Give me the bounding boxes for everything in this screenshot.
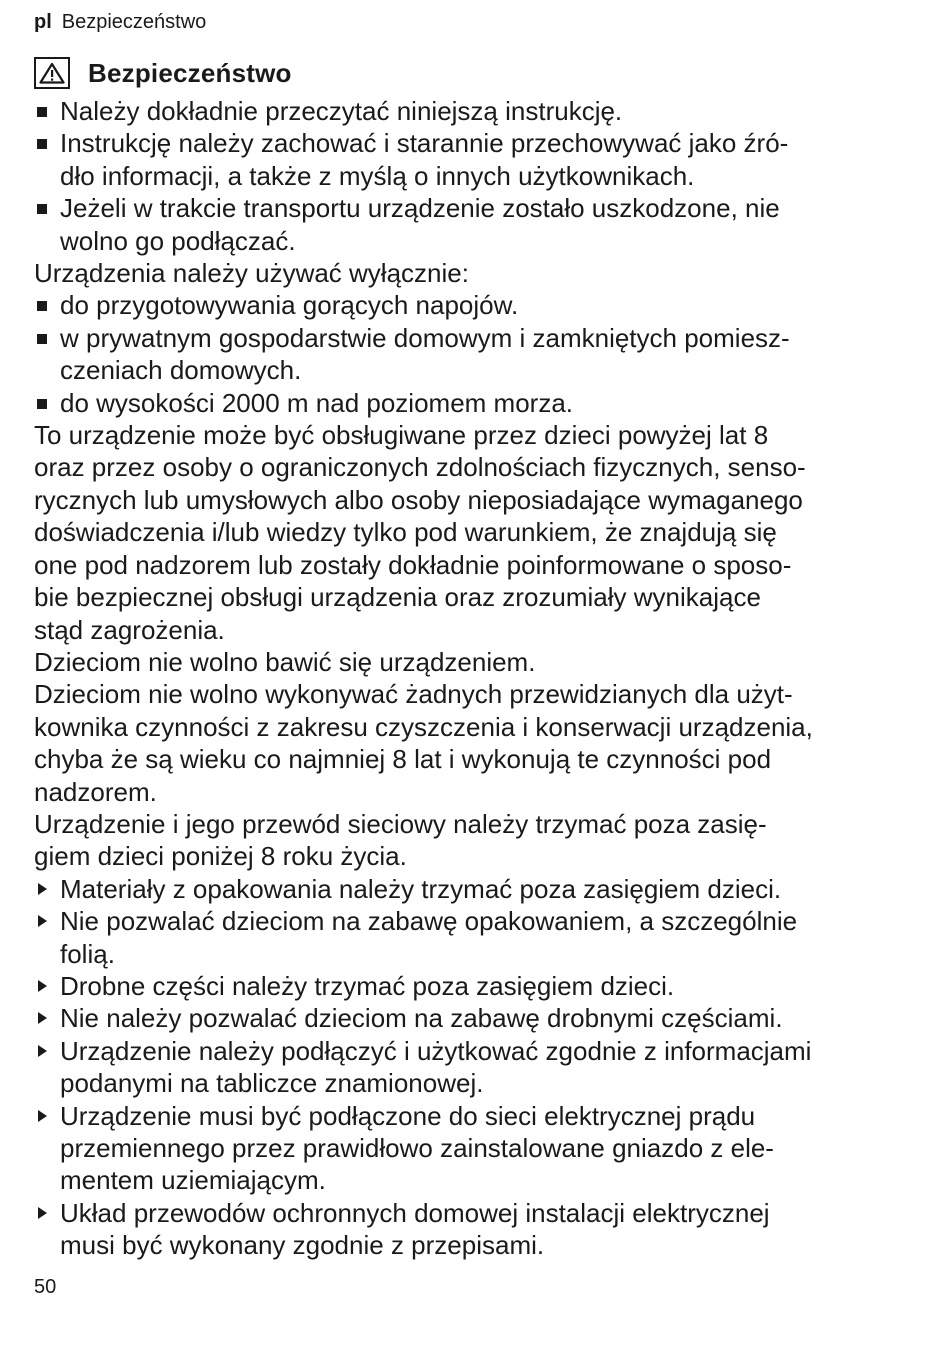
action-bullet-item (34, 1100, 914, 1197)
text-line: Instrukcję należy zachować i starannie przechowywać jako źró- (60, 128, 789, 159)
usage-bullet-item-text (60, 322, 914, 387)
intro-bullet-item (34, 192, 914, 257)
text-line: w prywatnym gospodarstwie domowym i zamkniętych pomiesz- (60, 322, 790, 353)
running-header-section: Bezpieczeństwo (61, 11, 207, 33)
text-line: Dzieciom nie wolno wykonywać żadnych przewidzianych dla użyt- (34, 679, 793, 710)
text-line: Materiały z opakowania należy trzymać poza zasięgiem dzieci. (60, 873, 782, 904)
usage-bullet-item (34, 289, 914, 321)
text-line: Nie pozwalać dzieciom na zabawę opakowaniem, a szczególnie (60, 906, 798, 937)
triangle-bullet-icon (34, 1100, 60, 1197)
text-line: Należy dokładnie przeczytać niniejszą instrukcję. (60, 96, 623, 126)
action-bullet-item (34, 1197, 914, 1262)
text-line: musi być wykonany zgodnie z przepisami. (60, 1230, 545, 1261)
document-body (34, 55, 914, 1262)
text-line: Urządzenie należy podłączyć i użytkować zgodnie z informacjami (60, 1035, 812, 1066)
triangle-bullet-icon (34, 1002, 60, 1034)
square-bullet-icon (34, 322, 60, 387)
action-bullet-item-text (60, 873, 914, 905)
text-line: Drobne części należy trzymać poza zasięgiem dzieci. (60, 970, 675, 1001)
text-line: podanymi na tabliczce znamionowej. (60, 1068, 484, 1099)
text-line: mentem uziemiającym. (60, 1165, 326, 1196)
text-line: Układ przewodów ochronnych domowej instalacji elektrycznej (60, 1197, 770, 1228)
triangle-bullet-icon (34, 970, 60, 1002)
triangle-bullet-icon (34, 1197, 60, 1262)
triangle-bullet-icon (34, 873, 60, 905)
action-bullet-list (34, 873, 914, 1262)
text-line: czeniach domowych. (60, 355, 302, 386)
text-line: kownika czynności z zakresu czyszczenia i konserwacji urządzenia, (34, 711, 813, 742)
paragraph-power-cord (34, 808, 914, 873)
intro-bullet-item (34, 95, 914, 127)
usage-bullet-item-text (60, 387, 914, 419)
usage-bullet-item-text (60, 289, 914, 321)
text-line: przemiennego przez prawidłowo zainstalowane gniazdo z ele- (60, 1133, 774, 1163)
section-heading (34, 55, 914, 91)
text-line: Dzieciom nie wolno bawić się urządzeniem. (34, 646, 536, 677)
paragraph-children-supervision (34, 419, 914, 646)
usage-bullet-item (34, 322, 914, 387)
warning-triangle-icon (34, 57, 70, 89)
paragraph-cleaning (34, 678, 914, 808)
action-bullet-item-text (60, 1035, 914, 1100)
action-bullet-item-text (60, 905, 914, 970)
text-line: Nie należy pozwalać dzieciom na zabawę drobnymi częściami. (60, 1003, 783, 1034)
paragraph-no-play (34, 646, 914, 678)
text-line: bie bezpiecznej obsługi urządzenia oraz zrozumiały wynikające (34, 582, 761, 613)
action-bullet-item (34, 970, 914, 1002)
intro-bullet-item-text (60, 192, 914, 257)
square-bullet-icon (34, 192, 60, 257)
triangle-bullet-icon (34, 905, 60, 970)
page-number: 50 (34, 1276, 57, 1298)
action-bullet-item (34, 1002, 914, 1034)
text-line: chyba że są wieku co najmniej 8 lat i wykonują te czynności pod (34, 744, 772, 775)
text-line: nadzorem. (34, 776, 157, 807)
text-line: rycznych lub umysłowych albo osoby nieposiadające wymaganego (34, 484, 803, 515)
action-bullet-item-text (60, 1197, 914, 1262)
intro-bullet-item-text (60, 127, 914, 192)
action-bullet-item-text (60, 970, 914, 1002)
action-bullet-item (34, 1035, 914, 1100)
triangle-bullet-icon (34, 1035, 60, 1100)
running-header (34, 10, 206, 34)
text-line: dło informacji, a także z myślą o innych użytkownikach. (60, 160, 695, 191)
square-bullet-icon (34, 95, 60, 127)
intro-bullet-item-text (60, 95, 914, 127)
text-line: Urządzenie musi być podłączone do sieci elektrycznej prądu (60, 1100, 756, 1131)
text-line: oraz przez osoby o ograniczonych zdolnościach fizycznych, senso- (34, 452, 806, 483)
language-code: pl (34, 11, 52, 33)
usage-bullet-list (34, 289, 914, 419)
text-line: doświadczenia i/lub wiedzy tylko pod warunkiem, że znajdują się (34, 517, 777, 548)
square-bullet-icon (34, 387, 60, 419)
square-bullet-icon (34, 127, 60, 192)
intro-bullet-list (34, 95, 914, 257)
text-line: Jeżeli w trakcie transportu urządzenie zostało uszkodzone, nie (60, 193, 780, 224)
text-line: stąd zagrożenia. (34, 614, 225, 645)
square-bullet-icon (34, 289, 60, 321)
section-title: Bezpieczeństwo (88, 57, 292, 88)
text-line: do wysokości 2000 m nad poziomem morza. (60, 387, 574, 418)
text-line: To urządzenie może być obsługiwane przez dzieci powyżej lat 8 (34, 420, 769, 451)
usage-intro: Urządzenia należy używać wyłącznie: (34, 258, 469, 289)
text-line: Urządzenie i jego przewód sieciowy należy trzymać poza zasię- (34, 808, 767, 839)
usage-bullet-item (34, 387, 914, 419)
intro-bullet-item (34, 127, 914, 192)
text-line: one pod nadzorem lub zostały dokładnie poinformowane o sposo- (34, 549, 792, 580)
text-line: do przygotowywania gorących napojów. (60, 290, 519, 321)
action-bullet-item (34, 905, 914, 970)
text-line: wolno go podłączać. (60, 225, 296, 256)
text-line: folią. (60, 938, 115, 969)
action-bullet-item (34, 873, 914, 905)
action-bullet-item-text (60, 1002, 914, 1034)
action-bullet-item-text (60, 1100, 914, 1197)
text-line: giem dzieci poniżej 8 roku życia. (34, 841, 407, 872)
